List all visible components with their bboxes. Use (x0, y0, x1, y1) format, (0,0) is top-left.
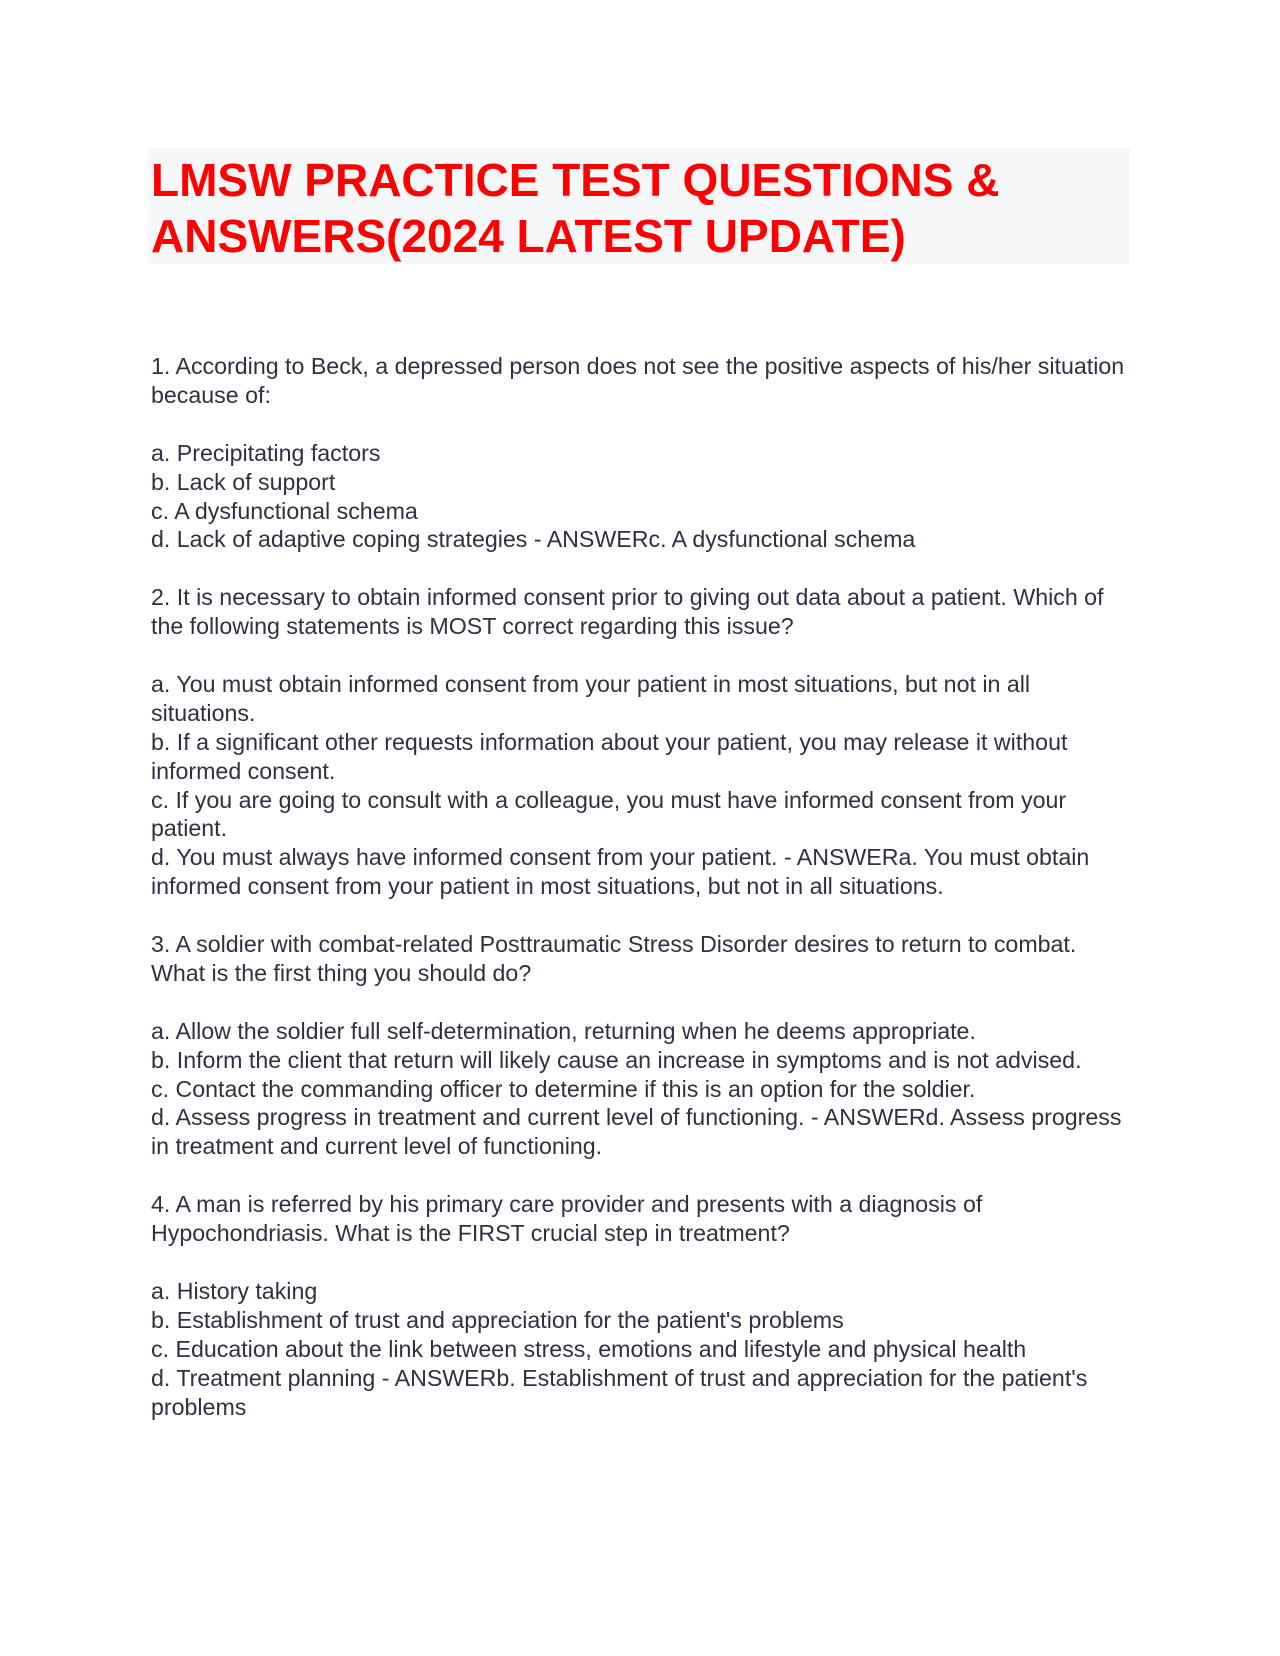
question-1 (151, 352, 1136, 554)
question-2 (151, 583, 1136, 901)
question-stem: 4. A man is referred by his primary care provider and presents with a diagnosis of Hypochondriasis. What is the FIRST crucial step in treatment? (151, 1191, 983, 1247)
question-4 (151, 1190, 1136, 1421)
question-3 (151, 930, 1136, 1161)
answer-option: a. History taking (151, 1277, 318, 1304)
answer-option: c. Education about the link between stress, emotions and lifestyle and physical health (151, 1335, 1027, 1362)
answer-option: c. If you are going to consult with a colleague, you must have informed consent from your patient. (151, 786, 1067, 842)
question-stem: 1. According to Beck, a depressed person does not see the positive aspects of his/her situation because of: (151, 353, 1125, 408)
question-stem: 3. A soldier with combat-related Posttraumatic Stress Disorder desires to return to combat. What is the first thing you should do? (151, 931, 1077, 986)
answer-option: b. Lack of support (151, 468, 336, 495)
answer-option: a. Allow the soldier full self-determination, returning when he deems appropriate. (151, 1017, 976, 1044)
question-list (151, 352, 1136, 1450)
answer-option-with-answer: d. Lack of adaptive coping strategies - ANSWERc. A dysfunctional schema (151, 526, 916, 553)
answer-option-with-answer: d. You must always have informed consent from your patient. - ANSWERa. You must obtain informed consent from your patient in most situations, but not in all situations. (151, 844, 1090, 900)
answer-option: c. Contact the commanding officer to determine if this is an option for the soldier. (151, 1075, 976, 1102)
answer-option: b. Inform the client that return will likely cause an increase in symptoms and is not advised. (151, 1046, 1082, 1073)
answer-option-with-answer: d. Assess progress in treatment and current level of functioning. - ANSWERd. Assess progress in treatment and current level of functioning. (151, 1104, 1122, 1160)
answer-option: a. Precipitating factors (151, 439, 381, 466)
answer-option: a. You must obtain informed consent from your patient in most situations, but not in all situations. (151, 670, 1031, 726)
answer-option: c. A dysfunctional schema (151, 497, 418, 524)
answer-option: b. Establishment of trust and appreciation for the patient's problems (151, 1306, 844, 1333)
document-title: LMSW PRACTICE TEST QUESTIONS & ANSWERS(2024 LATEST UPDATE) (151, 154, 1000, 262)
answer-option-with-answer: d. Treatment planning - ANSWERb. Establishment of trust and appreciation for the patient's problems (151, 1364, 1088, 1420)
answer-option: b. If a significant other requests information about your patient, you may release it without informed consent. (151, 728, 1068, 784)
question-stem: 2. It is necessary to obtain informed consent prior to giving out data about a patient. Which of the following statements is MOST correct regarding this issue? (151, 584, 1104, 640)
